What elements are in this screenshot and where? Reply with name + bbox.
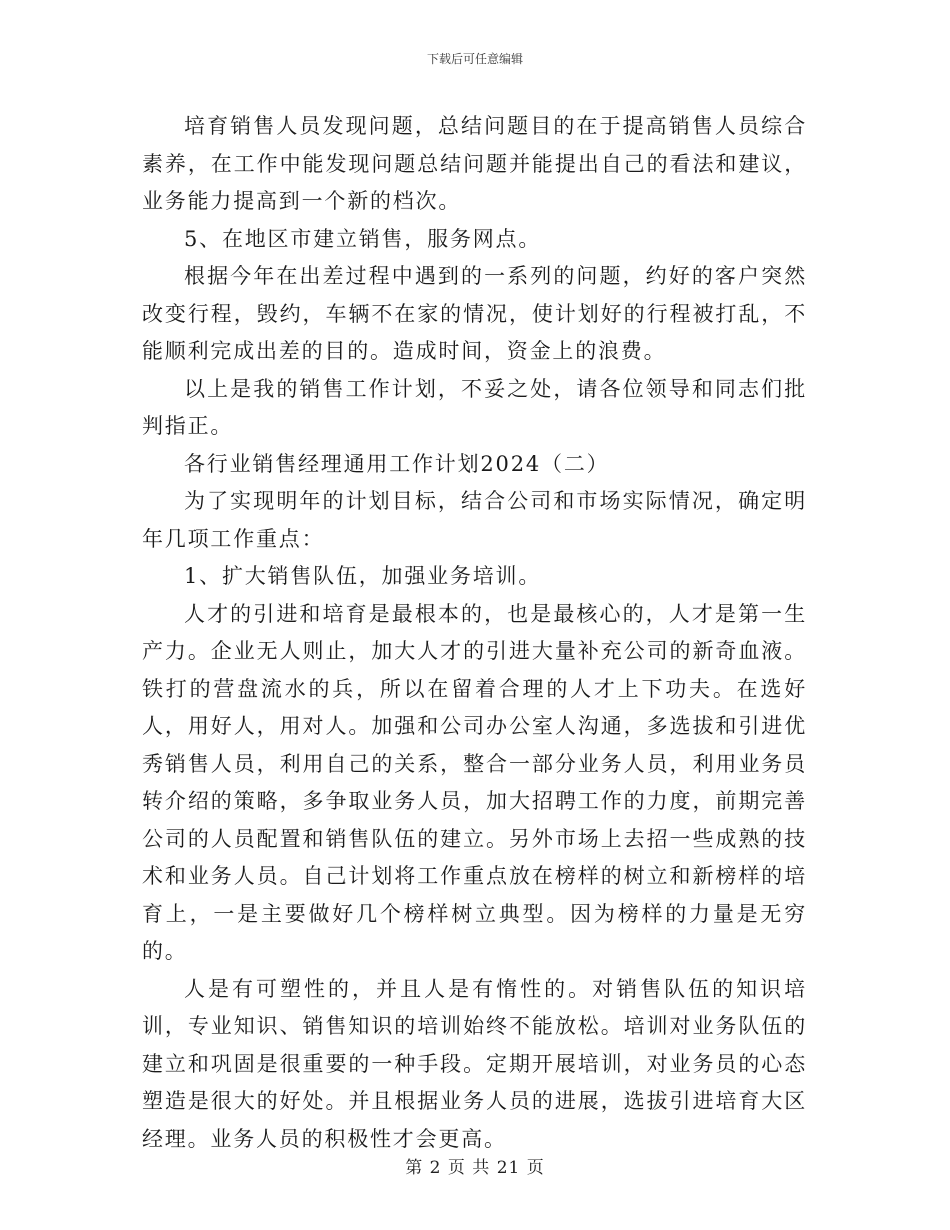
paragraph-1: 培育销售人员发现问题，总结问题目的在于提高销售人员综合素养，在工作中能发现问题总结问题并能提出自己的看法和建议，业务能力提高到一个新的档次。 xyxy=(142,114,807,213)
page-footer: 第 2 页 共 21 页 xyxy=(405,1158,545,1178)
body-content xyxy=(142,108,807,1158)
paragraph-5: 为了实现明年的计划目标，结合公司和市场实际情况，确定明年几项工作重点： xyxy=(142,489,807,551)
paragraph-4: 以上是我的销售工作计划，不妥之处，请各位领导和同志们批判指正。 xyxy=(142,376,807,438)
paragraph-7: 人才的引进和培育是最根本的，也是最核心的，人才是第一生产力。企业无人则止，加大人才的引进大量补充公司的新奇血液。铁打的营盘流水的兵，所以在留着合理的人才上下功夫。在选好人，用好人，用对人。加强和公司办公室人沟通，多选拔和引进优秀销售人员，利用自己的关系，整合一部分业务人员，利用业务员转介绍的策略，多争取业务人员，加大招聘工作的力度，前期完善公司的人员配置和销售队伍的建立。另外市场上去招一些成熟的技术和业务人员。自己计划将工作重点放在榜样的树立和新榜样的培育上，一是主要做好几个榜样树立典型。因为榜样的力量是无穷的。 xyxy=(142,601,807,963)
section-heading: 各行业销售经理通用工作计划2024（二） xyxy=(184,451,610,476)
paragraph-8: 人是有可塑性的，并且人是有惰性的。对销售队伍的知识培训，专业知识、销售知识的培训始终不能放松。培训对业务队伍的建立和巩固是很重要的一种手段。定期开展培训，对业务员的心态塑造是很大的好处。并且根据业务人员的进展，选拔引进培育大区经理。业务人员的积极性才会更高。 xyxy=(142,976,807,1151)
paragraph-3: 根据今年在出差过程中遇到的一系列的问题，约好的客户突然改变行程，毁约，车辆不在家的情况，使计划好的行程被打乱，不能顺利完成出差的目的。造成时间，资金上的浪费。 xyxy=(142,264,807,363)
paragraph-2: 5、在地区市建立销售，服务网点。 xyxy=(184,226,542,251)
page-header: 下载后可任意编辑 xyxy=(426,52,523,66)
paragraph-6: 1、扩大销售队伍，加强业务培训。 xyxy=(184,564,542,588)
